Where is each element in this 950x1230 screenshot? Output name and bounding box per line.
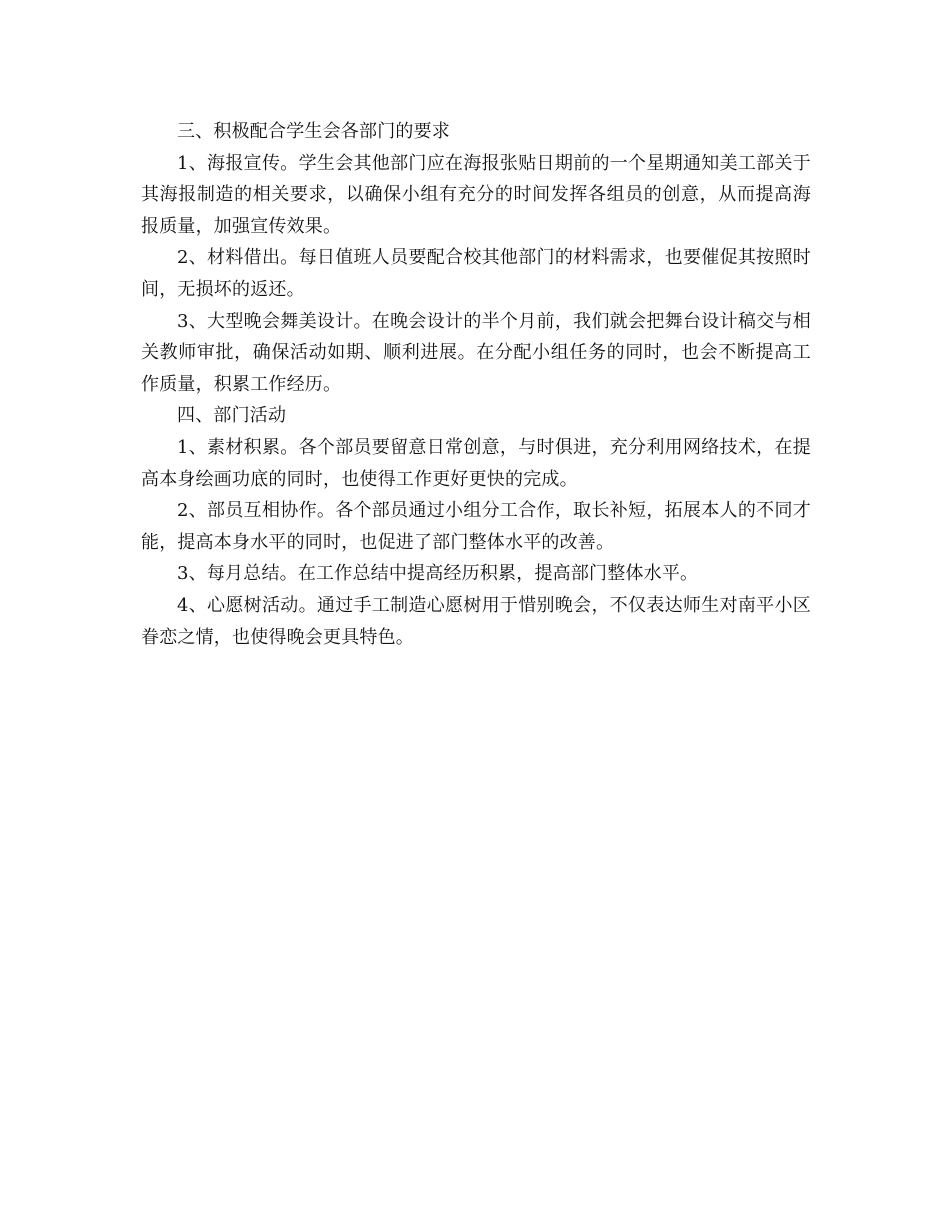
paragraph-monthly-summary: 3、每月总结。在工作总结中提高经历积累，提高部门整体水平。	[177, 563, 699, 585]
paragraph-material-lending: 2、材料借出。每日值班人员要配合校其他部门的材料需求，也要催促其按照时间，无损坏的返还。	[141, 247, 811, 300]
paragraph-wish-tree: 4、心愿树活动。通过手工制造心愿树用于惜别晚会，不仅表达师生对南平小区眷恋之情，也使得晚会更具特色。	[141, 594, 811, 648]
paragraph-team-collaboration: 2、部员互相协作。各个部员通过小组分工合作，取长补短，拓展本人的不同才能，提高本身水平的同时，也促进了部门整体水平的改善。	[141, 500, 811, 553]
section-heading-3: 三、积极配合学生会各部门的要求	[177, 121, 450, 142]
paragraph-stage-design: 3、大型晚会舞美设计。在晚会设计的半个月前，我们就会把舞台设计稿交与相关教师审批，确保活动如期、顺利进展。在分配小组任务的同时，也会不断提高工作质量，积累工作经历。	[141, 310, 811, 395]
paragraph-material-accumulation: 1、素材积累。各个部员要留意日常创意，与时俱进，充分利用网络技术，在提高本身绘画功底的同时，也使得工作更好更快的完成。	[141, 436, 811, 490]
paragraph-poster-promotion: 1、海报宣传。学生会其他部门应在海报张贴日期前的一个星期通知美工部关于其海报制造的相关要求，以确保小组有充分的时间发挥各组员的创意，从而提高海报质量，加强宣传效果。	[141, 152, 811, 237]
document-page	[141, 116, 811, 653]
section-heading-4: 四、部门活动	[177, 405, 287, 427]
